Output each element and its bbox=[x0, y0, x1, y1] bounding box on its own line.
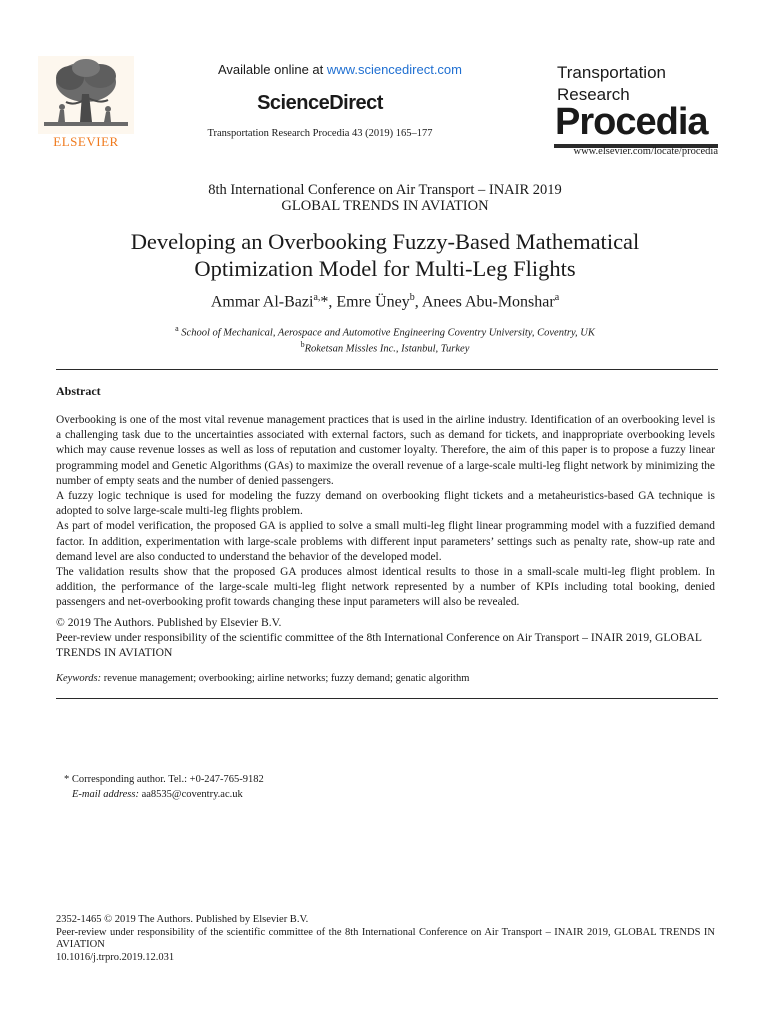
author-name: Anees Abu-Monshar bbox=[421, 293, 555, 311]
journal-logo-line1: Transportation bbox=[557, 63, 666, 82]
paper-title-line1: Developing an Overbooking Fuzzy-Based Mathematical bbox=[130, 229, 640, 254]
corresponding-author-note: * Corresponding author. Tel.: +0-247-765-9182 bbox=[64, 774, 264, 785]
available-online-line bbox=[160, 62, 520, 77]
author-affiliation-mark: b bbox=[409, 292, 415, 303]
copyright-line: © 2019 The Authors. Published by Elsevier B.V. bbox=[56, 616, 282, 629]
affiliation-mark: b bbox=[300, 340, 305, 349]
affiliation-text: Roketsan Missles Inc., Istanbul, Turkey bbox=[304, 343, 470, 355]
abstract-top-rule bbox=[56, 369, 718, 370]
email-address[interactable]: aa8535@coventry.ac.uk bbox=[138, 789, 243, 800]
author-separator: , bbox=[414, 293, 422, 311]
author-separator: *, bbox=[320, 293, 337, 311]
conference-name: 8th International Conference on Air Transport – INAIR 2019 bbox=[208, 182, 562, 198]
abstract-paragraph: Overbooking is one of the most vital revenue management practices that is used in the airline industry. Identification of an overbooking level is a challenging task due to the uncertainties associated with external factors, such as demand for tickets, and inappropriate overbooking levels which may cause revenue losses as well as loss of reputation and customer loyalty. Therefore, the aim of this paper is to propose a fuzzy linear programming model and Genetic Algorithms (GAs) to maximize the overall revenue of a large-scale multi-leg flight network by minimizing the number of empty seats and the number of denied passengers. bbox=[56, 414, 715, 487]
abstract-paragraph: As part of model verification, the proposed GA is applied to solve a small multi-leg flight linear programming model with a fuzzified demand factor. In addition, experimentation with large-scale problems with different input parameters’ settings such as penalty rate, show-up rate and demand level are also conducted to understand the behavior of the developed model. bbox=[56, 520, 715, 563]
sciencedirect-link[interactable]: www.sciencedirect.com bbox=[326, 62, 462, 77]
abstract-body bbox=[56, 413, 715, 611]
abstract-paragraph: The validation results show that the proposed GA produces almost identical results to those in a small-scale multi-leg flight problem. In addition, the performance of the large-scale multi-leg flight network represented by a number of KPIs including total booking, denied passengers and net-overbooking profit towards changing these input parameters will also be revealed. bbox=[56, 566, 715, 609]
affiliation-text: School of Mechanical, Aerospace and Automotive Engineering Coventry University, Coventry, UK bbox=[178, 327, 595, 339]
available-prefix: Available online at bbox=[217, 62, 327, 77]
affiliation bbox=[60, 324, 710, 339]
journal-url[interactable]: www.elsevier.com/locate/procedia bbox=[573, 146, 718, 157]
abstract-bottom-rule bbox=[56, 698, 718, 699]
affiliation-mark: a bbox=[175, 324, 179, 333]
journal-logo-line2: Research bbox=[557, 85, 630, 104]
peer-review-line: Peer-review under responsibility of the scientific committee of the 8th International Conference on Air Transport – INAIR 2019, GLOBAL TRENDS IN AVIATION bbox=[56, 631, 702, 660]
abstract-heading: Abstract bbox=[56, 384, 101, 398]
sciencedirect-brand: ScienceDirect bbox=[257, 92, 383, 114]
keywords-label: Keywords: bbox=[56, 673, 102, 684]
email-label: E-mail address: bbox=[72, 789, 139, 800]
copyright-block bbox=[56, 615, 715, 661]
abstract-paragraph: A fuzzy logic technique is used for modeling the fuzzy demand on overbooking flight tickets and a metaheuristics-based GA technique is adopted to solve large-scale multi-leg flights problem. bbox=[56, 490, 715, 518]
keywords-line bbox=[56, 673, 715, 684]
paper-title bbox=[60, 228, 710, 282]
publisher-name: ELSEVIER bbox=[53, 134, 119, 149]
conference-theme: GLOBAL TRENDS IN AVIATION bbox=[281, 198, 489, 214]
author-name: Emre Üney bbox=[336, 293, 410, 311]
bottom-publication-info bbox=[56, 914, 715, 964]
author-affiliation-mark: a, bbox=[313, 292, 321, 303]
author-list bbox=[60, 292, 710, 311]
author-affiliation-mark: a bbox=[554, 292, 560, 303]
journal-logo-line3: Procedia bbox=[555, 101, 708, 143]
issn-line: 2352-1465 © 2019 The Authors. Published by Elsevier B.V. bbox=[56, 914, 309, 925]
doi-line[interactable]: 10.1016/j.trpro.2019.12.031 bbox=[56, 951, 175, 963]
email-note bbox=[72, 787, 243, 802]
keywords-list: revenue management; overbooking; airline networks; fuzzy demand; genatic algorithm bbox=[101, 673, 470, 684]
journal-reference: Transportation Research Procedia 43 (2019) 165–177 bbox=[207, 128, 433, 139]
affiliation bbox=[60, 340, 710, 355]
paper-title-line2: Optimization Model for Multi-Leg Flights bbox=[194, 256, 576, 281]
author-name: Ammar Al-Bazi bbox=[210, 293, 314, 311]
bottom-peer-review: Peer-review under responsibility of the scientific committee of the 8th International Conference on Air Transport – INAIR 2019, GLOBAL TRENDS IN AVIATION bbox=[56, 926, 715, 951]
